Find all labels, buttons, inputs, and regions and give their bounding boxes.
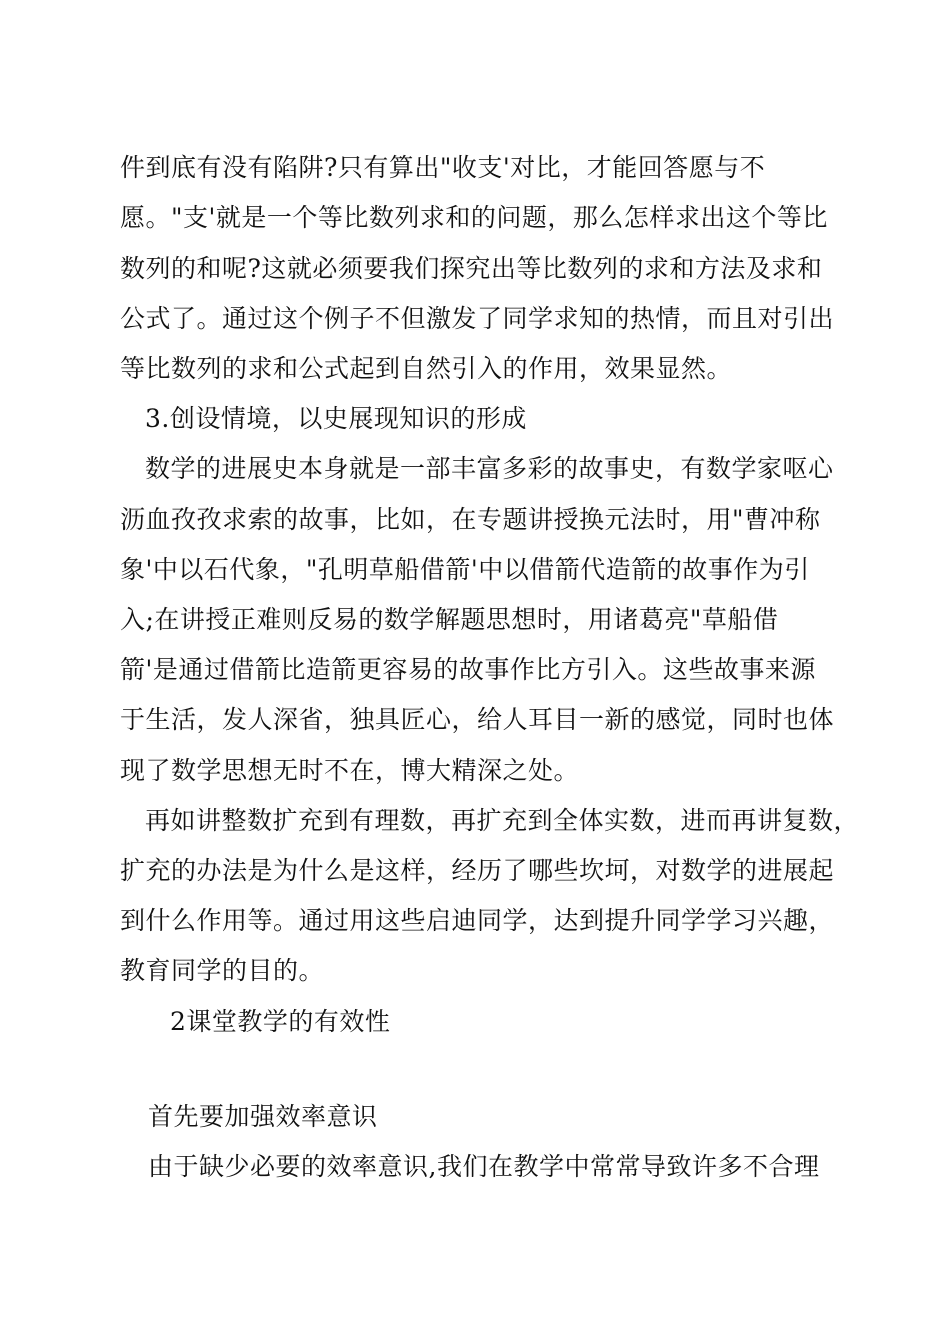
text-line: 公式了。通过这个例子不但激发了同学求知的热情，而且对引出	[120, 304, 835, 333]
text-line: 数学的进展史本身就是一部丰富多彩的故事史，有数学家呕心	[145, 454, 834, 483]
text-line: 由于缺少必要的效率意识,我们在教学中常常导致许多不合理	[148, 1152, 820, 1181]
text-line: 沥血孜孜求索的故事，比如，在专题讲授换元法时，用"曹冲称	[120, 505, 821, 534]
text-line: 现了数学思想无时不在，博大精深之处。	[120, 756, 580, 785]
text-line: 数列的和呢?这就必须要我们探究出等比数列的求和方法及求和	[120, 254, 823, 283]
text-line: 再如讲整数扩充到有理数，再扩充到全体实数，进而再讲复数，	[145, 806, 860, 835]
text-line: 愿。"支'就是一个等比数列求和的问题，那么怎样求出这个等比	[120, 203, 828, 232]
section-heading: 3.创设情境，以史展现知识的形成	[145, 404, 527, 433]
text-line: 箭'是通过借箭比造箭更容易的故事作比方引入。这些故事来源	[120, 655, 816, 684]
text-line: 入;在讲授正难则反易的数学解题思想时，用诸葛亮"草船借	[120, 605, 779, 634]
text-line: 扩充的办法是为什么是这样，经历了哪些坎坷，对数学的进展起	[120, 856, 835, 885]
text-line: 于生活，发人深省，独具匠心，给人耳目一新的感觉，同时也体	[120, 705, 835, 734]
subsection-heading: 首先要加强效率意识	[148, 1102, 378, 1131]
text-line: 到什么作用等。通过用这些启迪同学，达到提升同学学习兴趣，	[120, 906, 835, 935]
section-heading: 2课堂教学的有效性	[170, 1007, 391, 1036]
text-line: 象'中以石代象，"孔明草船借箭'中以借箭代造箭的故事作为引	[120, 555, 810, 584]
text-line: 等比数列的求和公式起到自然引入的作用，效果显然。	[120, 354, 733, 383]
text-line: 教育同学的目的。	[120, 956, 325, 985]
text-line: 件到底有没有陷阱?只有算出"收支'对比，才能回答愿与不	[120, 153, 766, 182]
